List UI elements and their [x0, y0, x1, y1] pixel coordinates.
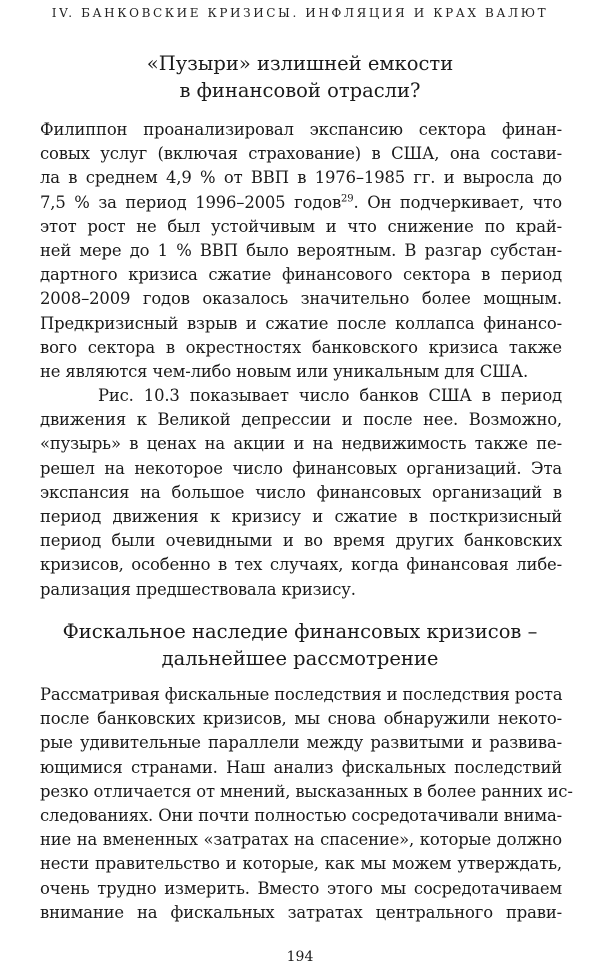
text-line: после банковских кризисов, мы снова обнаружили некото- — [40, 709, 562, 729]
section2-body — [40, 683, 573, 925]
text-line: дартного кризиса сжатие финансового сектора в период — [40, 265, 562, 285]
text-line: Рассматривая фискальные последствия и последствия роста — [40, 685, 563, 704]
text-line: не являются чем-либо новым или уникальным для США. — [40, 361, 529, 381]
text-line: этот рост не был устойчивым и что снижение по край- — [40, 216, 562, 236]
text-line: движения к Великой депрессии и после нее. Возможно, — [40, 410, 562, 430]
text-line: «пузырь» в ценах на акции и на недвижимость также пе- — [40, 434, 562, 454]
section1-body — [40, 118, 562, 602]
running-header: IV. БАНКОВСКИЕ КРИЗИСЫ. ИНФЛЯЦИЯ И КРАХ ВАЛЮТ — [51, 6, 549, 20]
section-heading-fiscal-legacy — [0, 618, 600, 672]
text-line: нести правительство и которые, как мы можем утверждать, — [40, 854, 562, 874]
heading-line: в финансовой отрасли? — [179, 79, 421, 102]
heading-line: Фискальное наследие финансовых кризисов – — [62, 620, 538, 643]
text-line: 2008–2009 годов оказалось значительно более мощным. — [40, 289, 562, 309]
text-line: ние на вмененных «затратах на спасение», которые должно — [40, 830, 562, 850]
text-line: экспансия на большое число финансовых организаций в — [40, 482, 562, 502]
text-line: Предкризисный взрыв и сжатие после коллапса финансо- — [40, 313, 562, 333]
section-heading-bubbles — [0, 50, 600, 104]
heading-line: дальнейшее рассмотрение — [161, 647, 439, 670]
text-line: очень трудно измерить. Вместо этого мы сосредотачиваем — [40, 878, 562, 898]
page-number: 194 — [286, 949, 314, 965]
text-line: рые удивительные параллели между развитыми и развива- — [40, 733, 562, 753]
text-line: ней мере до 1 % ВВП было вероятным. В разгар субстан- — [40, 240, 562, 260]
text-line: период движения к кризису и сжатие в посткризисный — [40, 507, 562, 526]
text-line: резко отличается от мнений, высказанных в более ранних ис- — [40, 781, 573, 801]
text-line-with-footnote — [40, 191, 562, 215]
text-line: рализация предшествовала кризису. — [40, 579, 356, 599]
text-line-start: 7,5 % за период 1996–2005 годов — [40, 192, 342, 212]
text-line: период были очевидными и во время других банковских — [40, 531, 562, 551]
text-line: внимание на фискальных затратах центрального прави- — [40, 902, 562, 922]
text-line-end: . Он подчеркивает, что — [353, 192, 563, 212]
text-line: ющимися странами. Наш анализ фискальных последствий — [40, 757, 562, 777]
heading-line: «Пузыри» излишней емкости — [146, 52, 454, 75]
text-line: совых услуг (включая страхование) в США, она состави- — [40, 144, 562, 164]
text-line: ла в среднем 4,9 % от ВВП в 1976–1985 гг. и выросла до — [40, 168, 562, 188]
text-line: Рис. 10.3 показывает число банков США в период — [98, 386, 562, 406]
text-line: вого сектора в окрестностях банковского кризиса также — [40, 337, 562, 357]
text-line: Филиппон проанализировал экспансию сектора финан- — [40, 120, 562, 139]
footnote-reference[interactable]: 29 — [341, 193, 354, 205]
text-line: решел на некоторое число финансовых организаций. Эта — [40, 458, 562, 478]
text-line: следованиях. Они почти полностью сосредотачивали внима- — [40, 805, 562, 825]
text-line: кризисов, особенно в тех случаях, когда финансовая либе- — [40, 555, 562, 575]
